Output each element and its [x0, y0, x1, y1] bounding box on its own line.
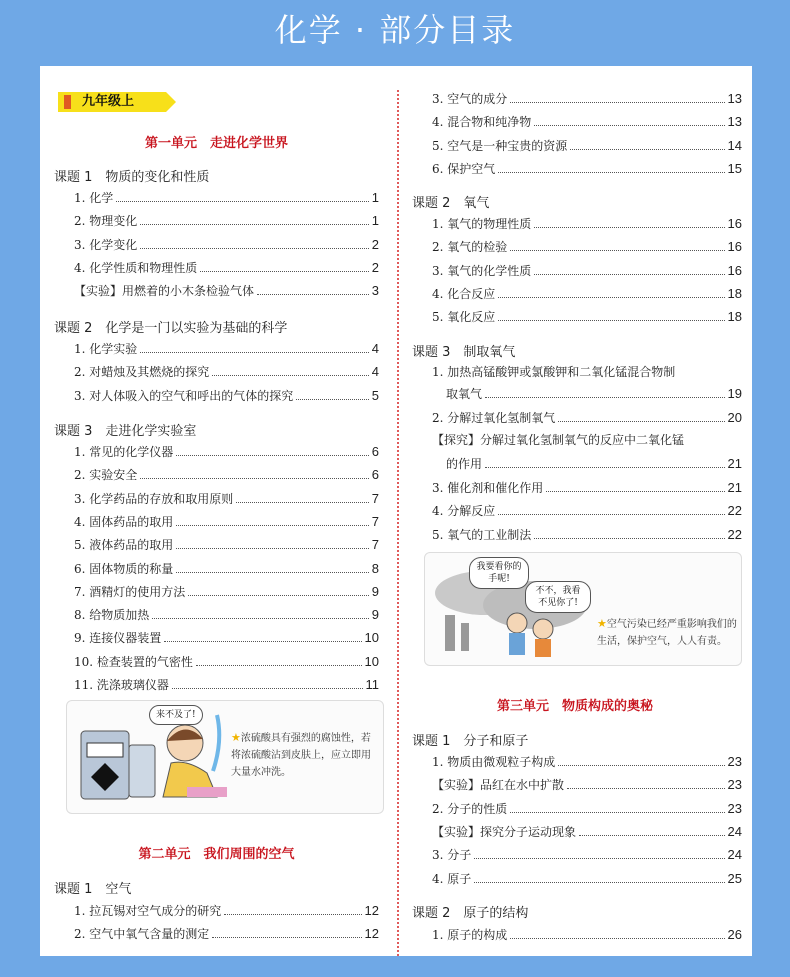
lesson-title: 课题 1 物质的变化和性质 [54, 170, 210, 185]
toc-entry-title: 1. 物质由微观粒子构成 [432, 755, 556, 769]
toc-entry[interactable] [432, 502, 742, 520]
lesson-title: 课题 1 空气 [54, 882, 132, 897]
toc-page [40, 66, 752, 956]
toc-entry-title: 6. 固体物质的称量 [74, 561, 174, 576]
toc-entry[interactable] [74, 653, 379, 671]
dot-leader [510, 812, 724, 813]
unit-title-1: 第一单元 走进化学世界 [144, 136, 288, 151]
toc-entry-title: 1. 拉瓦锡对空气成分的研究 [74, 904, 222, 918]
toc-entry-title: 4. 混合物和纯净物 [432, 115, 532, 130]
toc-entry-page: 6 [371, 467, 379, 483]
dot-leader [510, 250, 724, 251]
toc-entry-page: 13 [727, 91, 742, 106]
toc-entry-title: 3. 分子 [432, 848, 472, 863]
star-icon: ★ [597, 617, 607, 630]
unit-title-3: 第三单元 物质构成的奥秘 [496, 699, 653, 714]
toc-entry-title: 5. 液体药品的取用 [74, 538, 174, 553]
lesson-title: 课题 3 制取氧气 [412, 345, 516, 360]
toc-entry[interactable] [432, 776, 742, 794]
toc-entry-title: 1. 原子的构成 [432, 928, 508, 942]
toc-entry[interactable] [432, 285, 742, 303]
toc-entry-title: 2. 物理变化 [74, 214, 138, 229]
toc-entry-title: 2. 空气中氧气含量的测定 [74, 927, 210, 942]
toc-entry[interactable] [74, 340, 379, 358]
toc-entry-title: 5. 氧气的工业制法 [432, 527, 532, 542]
toc-entry-title: 【实验】品红在水中扩散 [432, 778, 565, 793]
toc-entry-title: 9. 连接仪器装置 [74, 631, 162, 646]
toc-entry-page: 7 [371, 513, 379, 529]
toc-entry[interactable] [74, 466, 379, 484]
dot-leader [176, 572, 369, 573]
toc-entry-title: 2. 实验安全 [74, 468, 138, 483]
toc-entry-page: 2 [371, 236, 379, 252]
speech-bubble: 我要看你的手呢! [469, 557, 529, 589]
dot-leader [257, 294, 369, 295]
toc-entry[interactable] [74, 282, 379, 300]
dot-leader [534, 538, 724, 539]
toc-entry-page: 18 [727, 285, 742, 301]
toc-entry[interactable] [432, 846, 742, 864]
toc-entry-page: 10 [364, 653, 379, 669]
dot-leader [212, 375, 369, 376]
toc-entry-title: 5. 空气是一种宝贵的资源 [432, 138, 568, 153]
toc-entry-page: 12 [364, 903, 379, 918]
toc-entry-title: 10. 检查装置的气密性 [74, 654, 193, 669]
toc-entry-page: 6 [371, 444, 379, 459]
toc-entry-title: 2. 氧气的检验 [432, 240, 508, 255]
toc-entry-page: 26 [727, 927, 742, 942]
toc-entry-page: 5 [371, 387, 379, 403]
lesson-title: 课题 2 原子的结构 [412, 906, 529, 921]
lesson-title: 课题 2 化学是一门以实验为基础的科学 [54, 321, 288, 336]
column-divider [397, 90, 399, 956]
toc-entry[interactable] [74, 676, 379, 694]
dot-leader [212, 937, 361, 938]
dot-leader [188, 595, 369, 596]
speech-bubble: 来不及了! [149, 705, 203, 725]
toc-entry-page: 1 [371, 213, 379, 229]
toc-entry[interactable] [432, 800, 742, 818]
toc-entry-title: 1. 氧气的物理性质 [432, 217, 532, 231]
toc-entry[interactable] [432, 137, 742, 155]
dot-leader [567, 788, 725, 789]
dot-leader [546, 491, 724, 492]
toc-entry-page: 23 [727, 777, 742, 793]
dot-leader [176, 455, 369, 456]
toc-entry-page: 9 [371, 607, 379, 623]
toc-entry-page: 15 [727, 160, 742, 176]
toc-entry-page: 3 [371, 283, 379, 299]
dot-leader [474, 882, 724, 883]
toc-entry-page: 16 [727, 239, 742, 255]
dot-leader [176, 548, 369, 549]
toc-entry[interactable] [432, 753, 742, 771]
dot-leader [224, 914, 361, 915]
toc-entry-page: 21 [727, 480, 742, 495]
dot-leader [296, 399, 369, 400]
dot-leader [510, 102, 724, 103]
toc-entry[interactable] [432, 926, 742, 944]
dot-leader [558, 765, 724, 766]
toc-entry-title: 6. 保护空气 [432, 161, 496, 176]
toc-entry-page: 12 [364, 926, 379, 942]
toc-entry[interactable]: 的作用 21 [446, 456, 742, 471]
toc-entry-page: 23 [727, 754, 742, 769]
toc-entry-page: 18 [727, 309, 742, 325]
toc-entry-title: 【实验】探究分子运动现象 [432, 824, 577, 839]
toc-entry[interactable] [432, 113, 742, 131]
toc-entry[interactable] [432, 479, 742, 497]
dot-leader [140, 478, 369, 479]
star-icon: ★ [231, 731, 241, 744]
toc-entry[interactable] [432, 160, 742, 178]
toc-entry[interactable] [432, 308, 742, 326]
unit-title-2: 第二单元 我们周围的空气 [138, 847, 295, 862]
toc-entry-page: 1 [371, 190, 379, 205]
toc-entry-page: 22 [727, 526, 742, 542]
toc-entry-title: 4. 原子 [432, 871, 472, 886]
dot-leader [200, 271, 369, 272]
toc-entry[interactable] [74, 236, 379, 254]
toc-entry[interactable] [432, 262, 742, 280]
toc-entry-title: 4. 化合反应 [432, 286, 496, 301]
dot-leader [534, 125, 724, 126]
toc-entry[interactable] [74, 189, 379, 207]
toc-entry-page: 7 [371, 537, 379, 553]
dot-leader [164, 641, 361, 642]
page-banner-title: 化学 · 部分目录 [274, 11, 516, 49]
toc-entry[interactable] [432, 526, 742, 544]
lesson-title: 课题 3 走进化学实验室 [54, 424, 197, 439]
toc-entry-page: 25 [727, 870, 742, 886]
speech-bubble: 不不，我看不见你了! [525, 581, 591, 613]
toc-entry-title: 2. 分子的性质 [432, 801, 508, 816]
toc-entry-line: 【探究】分解过氧化氢制氧气的反应中二氧化锰 [432, 433, 685, 447]
toc-entry-page: 4 [371, 341, 379, 356]
toc-entry-page: 16 [727, 262, 742, 278]
toc-entry[interactable]: 2. 分解过氧化氢制氧气 20 [432, 410, 742, 425]
dot-leader [116, 201, 369, 202]
dot-leader [176, 525, 369, 526]
dot-leader [236, 502, 369, 503]
dot-leader [534, 274, 724, 275]
toc-entry-page: 22 [727, 503, 742, 519]
toc-entry-page: 16 [727, 216, 742, 231]
toc-entry[interactable] [432, 870, 742, 888]
dot-leader [510, 938, 724, 939]
illustration-acid-safety [66, 700, 384, 814]
toc-entry-page: 4 [371, 364, 379, 380]
toc-entry-title: 3. 催化剂和催化作用 [432, 481, 544, 495]
toc-entry-page: 8 [371, 560, 379, 576]
acid-safety-illustration [67, 701, 227, 813]
toc-entry-title: 7. 酒精灯的使用方法 [74, 584, 186, 599]
toc-entry-page: 10 [364, 630, 379, 646]
lesson-title: 课题 2 氧气 [412, 196, 490, 211]
toc-entry-page: 2 [371, 259, 379, 275]
lesson-title: 课题 1 分子和原子 [412, 734, 529, 749]
toc-entry[interactable] [74, 560, 379, 578]
dot-leader [140, 224, 369, 225]
toc-entry[interactable]: 取氧气 19 [446, 386, 742, 401]
toc-entry[interactable] [74, 443, 379, 461]
toc-entry[interactable] [432, 823, 742, 841]
toc-entry-page: 9 [371, 583, 379, 599]
toc-entry-page: 24 [727, 823, 742, 839]
dot-leader [152, 618, 369, 619]
toc-entry[interactable] [74, 583, 379, 601]
dot-leader [579, 835, 725, 836]
toc-entry[interactable] [74, 490, 379, 508]
dot-leader [498, 514, 724, 515]
toc-entry[interactable] [74, 387, 379, 405]
toc-entry-page: 14 [727, 137, 742, 153]
toc-entry-title: 5. 氧化反应 [432, 310, 496, 325]
toc-entry[interactable] [74, 513, 379, 531]
dot-leader [570, 149, 724, 150]
dot-leader [196, 665, 362, 666]
dot-leader [474, 858, 724, 859]
toc-entry-page: 13 [727, 114, 742, 130]
toc-entry[interactable] [74, 212, 379, 230]
illustration-air-pollution [424, 552, 742, 666]
toc-entry[interactable] [432, 90, 742, 108]
toc-entry-title: 【实验】用燃着的小木条检验气体 [74, 284, 255, 299]
illustration-caption: ★浓硫酸具有强烈的腐蚀性，若将浓硫酸沾到皮肤上，应立即用大量水冲洗。 [231, 731, 371, 778]
toc-entry[interactable] [74, 259, 379, 277]
toc-entry[interactable] [74, 925, 379, 943]
toc-entry-title: 4. 固体药品的取用 [74, 514, 174, 529]
toc-entry-title: 1. 化学实验 [74, 342, 138, 356]
dot-leader [140, 248, 369, 249]
toc-entry[interactable] [74, 363, 379, 381]
toc-entry-title: 3. 氧气的化学性质 [432, 263, 532, 278]
illustration-caption: ★空气污染已经严重影响我们的生活，保护空气，人人有责。 [597, 617, 737, 647]
toc-entry-title: 11. 洗涤玻璃仪器 [74, 678, 169, 692]
dot-leader [140, 352, 369, 353]
toc-entry-page: 11 [365, 677, 379, 692]
toc-entry-title: 1. 常见的化学仪器 [74, 445, 174, 459]
toc-entry-page: 7 [371, 490, 379, 506]
toc-entry[interactable] [74, 606, 379, 624]
toc-entry-title: 2. 对蜡烛及其燃烧的探究 [74, 365, 210, 380]
toc-entry[interactable] [432, 215, 742, 233]
toc-entry[interactable] [432, 238, 742, 256]
toc-entry-page: 24 [727, 847, 742, 863]
toc-entry-page: 23 [727, 800, 742, 816]
grade-tag: 九年级上 [58, 92, 166, 112]
toc-entry-title: 1. 化学 [74, 191, 114, 205]
toc-entry[interactable] [74, 902, 379, 920]
dot-leader [534, 227, 724, 228]
toc-entry-title: 3. 化学变化 [74, 237, 138, 252]
dot-leader [172, 688, 363, 689]
dot-leader [498, 172, 724, 173]
toc-entry-title: 3. 空气的成分 [432, 92, 508, 106]
toc-entry-title: 4. 化学性质和物理性质 [74, 260, 198, 275]
toc-entry-title: 3. 化学药品的存放和取用原则 [74, 491, 234, 506]
toc-entry-line: 1. 加热高锰酸钾或氯酸钾和二氧化锰混合物制 [432, 365, 676, 379]
toc-entry-title: 3. 对人体吸入的空气和呼出的气体的探究 [74, 388, 294, 403]
toc-entry-title: 4. 分解反应 [432, 504, 496, 519]
dot-leader [498, 320, 724, 321]
toc-entry[interactable] [74, 536, 379, 554]
toc-entry[interactable] [74, 629, 379, 647]
dot-leader [498, 297, 724, 298]
toc-entry-title: 8. 给物质加热 [74, 608, 150, 623]
